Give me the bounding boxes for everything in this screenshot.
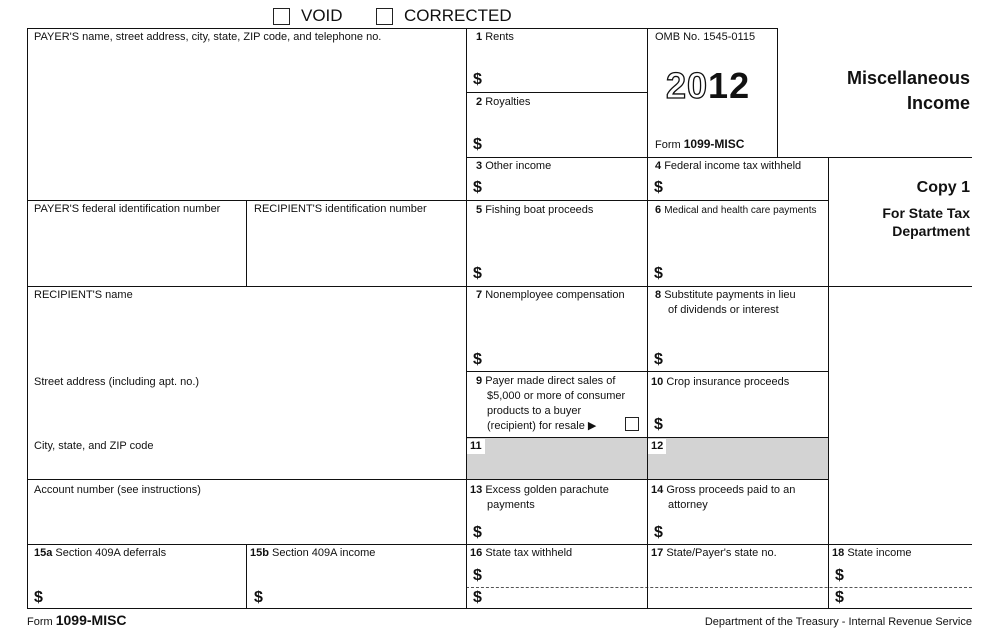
rule-omb-right — [777, 28, 778, 157]
box-8-number: 8 — [655, 289, 662, 301]
corrected-checkbox[interactable] — [376, 8, 393, 25]
rule-col-828 — [828, 157, 829, 608]
box-18-dollar-1: $ — [835, 567, 844, 584]
box-3-number: 3 — [476, 160, 483, 172]
box-11-number: 11 — [467, 439, 485, 454]
footer-form-prefix: Form — [27, 616, 53, 628]
box-4-label — [655, 159, 801, 174]
box-14-line1: Gross proceeds paid to an — [666, 484, 796, 496]
box-7-label — [476, 288, 625, 303]
footer-form-name — [27, 612, 127, 630]
box-10-label — [651, 375, 789, 390]
box-5-label — [476, 203, 593, 218]
form-title-line2: Income — [906, 93, 970, 113]
box-15a-text: Section 409A deferrals — [55, 547, 167, 559]
box-9-label — [476, 374, 615, 389]
box-9-line3: products to a buyer — [487, 405, 582, 417]
box-12-shade — [647, 437, 828, 479]
box-5-text: Fishing boat proceeds — [485, 204, 594, 216]
box-16-dollar-2: $ — [473, 589, 482, 606]
box-3-text: Other income — [485, 160, 552, 172]
box-2-dollar: $ — [473, 136, 482, 153]
copy-line2: Department — [892, 223, 970, 239]
box-9-line2: $5,000 or more of consumer — [487, 390, 626, 402]
box-2-text: Royalties — [485, 96, 531, 108]
box-8-dollar: $ — [654, 351, 663, 368]
rule-bottom — [27, 608, 972, 609]
box-9-line1: Payer made direct sales of — [485, 375, 616, 387]
box-10-number: 10 — [651, 376, 664, 388]
box-1-number: 1 — [476, 31, 483, 43]
box-18-text: State income — [847, 547, 912, 559]
box-7-number: 7 — [476, 289, 483, 301]
copy-line1: For State Tax — [882, 205, 970, 221]
box-6-dollar: $ — [654, 265, 663, 282]
box-5-number: 5 — [476, 204, 483, 216]
rule-city-bottom — [27, 479, 828, 480]
box-15b-label — [250, 546, 375, 561]
box-6-label — [655, 203, 817, 218]
rule-ids-divider — [246, 200, 247, 286]
box-4-dollar: $ — [654, 179, 663, 196]
rule-left — [27, 28, 28, 608]
box-7-dollar: $ — [473, 351, 482, 368]
omb-number: OMB No. 1545-0115 — [655, 31, 756, 43]
box-4-text: Federal income tax withheld — [664, 160, 802, 172]
box-9-number: 9 — [476, 375, 483, 387]
box-10-dollar: $ — [654, 416, 663, 433]
box-6-text: Medical and health care payments — [664, 205, 817, 216]
box-17-number: 17 — [651, 547, 664, 559]
box-18-label — [832, 546, 912, 561]
box-13-line1: Excess golden parachute — [485, 484, 609, 496]
recipient-id-text: RECIPIENT'S identification number — [254, 203, 427, 215]
rule-col-647 — [647, 28, 648, 608]
footer-form-id: 1099-MISC — [55, 612, 127, 628]
omb-form-id: 1099-MISC — [683, 137, 745, 151]
box-14-label — [651, 483, 795, 498]
box-6-number: 6 — [655, 204, 662, 216]
box-18-number: 18 — [832, 547, 845, 559]
box-17-text: State/Payer's state no. — [666, 547, 777, 559]
rule-payer-bottom — [27, 200, 828, 201]
corrected-label: CORRECTED — [404, 6, 512, 25]
rule-col-466 — [466, 28, 467, 608]
rule-top — [27, 28, 777, 29]
box-10-text: Crop insurance proceeds — [666, 376, 790, 388]
box-8-line2: of dividends or interest — [668, 304, 779, 316]
payer-fed-id-text: PAYER'S federal identification number — [34, 203, 221, 215]
box-1-label — [476, 30, 514, 45]
omb-form-prefix: Form — [655, 139, 681, 151]
box-15b-text: Section 409A income — [272, 547, 376, 559]
payer-name-label: PAYER'S name, street address, city, state, ZIP code, and telephone no. — [34, 31, 382, 43]
payer-fed-id-label — [34, 202, 234, 217]
box-7-text: Nonemployee compensation — [485, 289, 625, 301]
tax-year — [666, 66, 750, 106]
box-5-dollar: $ — [473, 265, 482, 282]
box-15b-dollar: $ — [254, 589, 263, 606]
footer-department: Department of the Treasury - Internal Revenue Service — [704, 616, 972, 628]
box-13-dollar: $ — [473, 524, 482, 541]
box-17-label — [651, 546, 777, 561]
box-12-number: 12 — [648, 439, 666, 454]
box-3-dollar: $ — [473, 179, 482, 196]
rule-row1-bottom — [466, 157, 972, 158]
box-13-line2: payments — [487, 499, 535, 511]
account-number-label: Account number (see instructions) — [34, 484, 201, 496]
box-2-number: 2 — [476, 96, 483, 108]
street-address-label: Street address (including apt. no.) — [34, 376, 200, 388]
form-title-line1: Miscellaneous — [846, 68, 970, 88]
rule-box1-bottom — [466, 92, 647, 93]
box-2-label — [476, 95, 530, 110]
box-15a-number: 15a — [34, 547, 53, 559]
box-18-dollar-2: $ — [835, 589, 844, 606]
box-9-line4: (recipient) for resale ▶ — [487, 420, 597, 432]
box-4-number: 4 — [655, 160, 662, 172]
void-checkbox[interactable] — [273, 8, 290, 25]
box-15a-label — [34, 546, 166, 561]
recipient-name-label: RECIPIENT'S name — [34, 289, 133, 301]
rule-ids-bottom — [27, 286, 972, 287]
box-3-label — [476, 159, 551, 174]
box-16-text: State tax withheld — [485, 547, 573, 559]
void-label: VOID — [301, 6, 343, 25]
box-13-label — [470, 483, 609, 498]
tax-year-suffix: 12 — [708, 65, 751, 106]
box-11-shade — [466, 437, 647, 479]
copy-title: Copy 1 — [916, 179, 970, 196]
box-1-dollar: $ — [473, 71, 482, 88]
omb-form-name — [655, 137, 744, 153]
box-14-number: 14 — [651, 484, 664, 496]
box-8-label — [655, 288, 796, 303]
box-14-line2: attorney — [668, 499, 708, 511]
box-15b-number: 15b — [250, 547, 269, 559]
box-16-label — [470, 546, 572, 561]
box-1-text: Rents — [485, 31, 514, 43]
box-16-number: 16 — [470, 547, 483, 559]
box-15a-dollar: $ — [34, 589, 43, 606]
box-8-line1: Substitute payments in lieu — [664, 289, 796, 301]
rule-state-dashed — [466, 587, 972, 588]
rule-15-divider — [246, 544, 247, 608]
rule-account-bottom — [27, 544, 972, 545]
box-9-checkbox[interactable] — [625, 417, 639, 431]
city-state-zip-label: City, state, and ZIP code — [34, 440, 154, 452]
box-16-dollar-1: $ — [473, 567, 482, 584]
box-13-number: 13 — [470, 484, 483, 496]
box-14-dollar: $ — [654, 524, 663, 541]
recipient-id-label — [254, 202, 444, 217]
tax-year-prefix: 20 — [666, 65, 709, 106]
